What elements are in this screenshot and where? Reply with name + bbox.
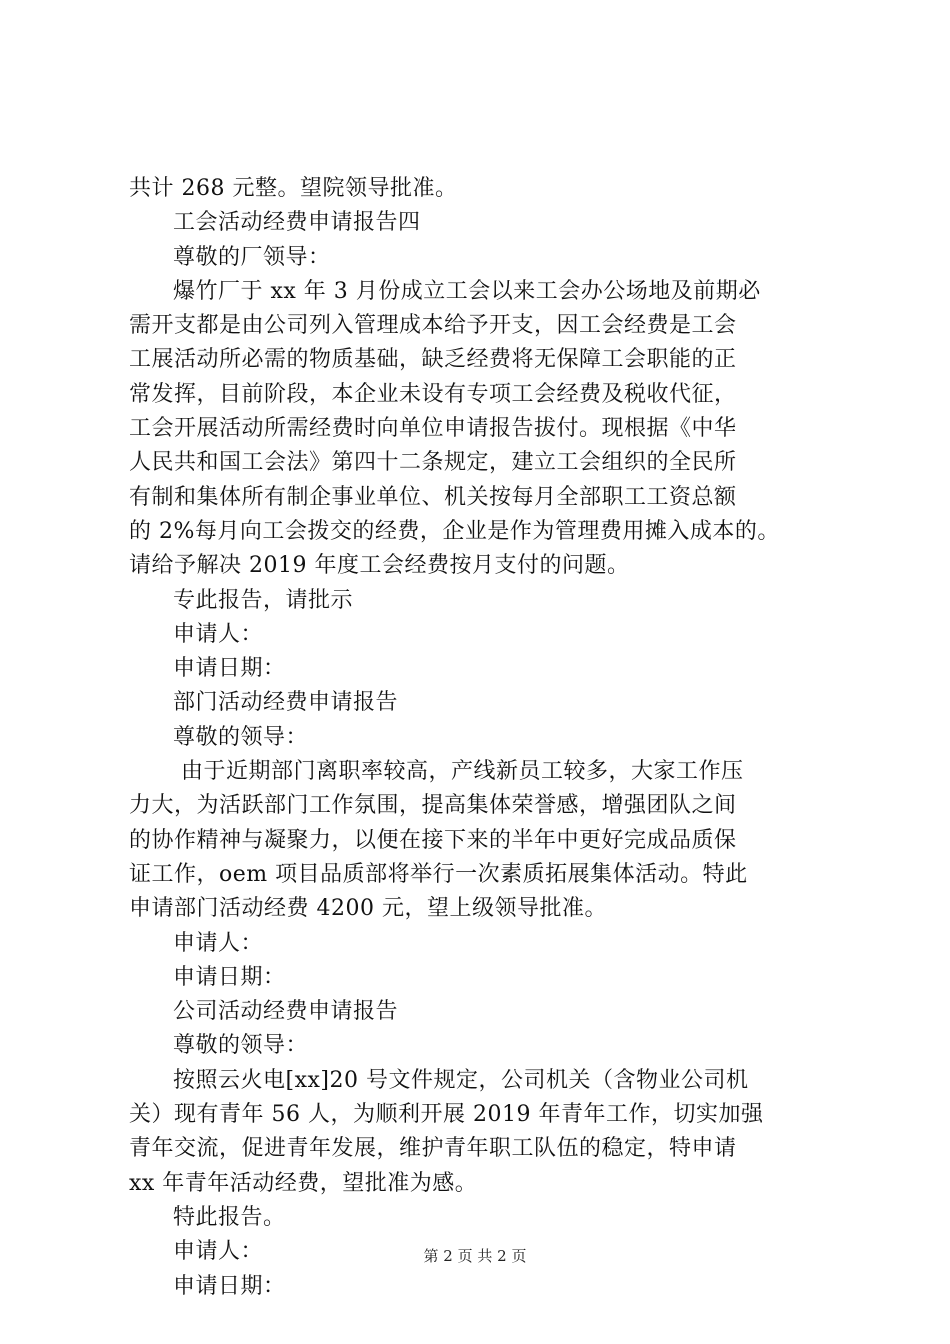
text-line: 特此报告。 [173, 1204, 286, 1230]
text-line: 申请人： [173, 1239, 264, 1265]
text-line: 尊敬的厂领导： [173, 244, 331, 270]
text-line: 的协作精神与凝聚力，以便在接下来的半年中更好完成品质保 [129, 827, 737, 853]
text-line: 工会开展活动所需经费时向单位申请报告拔付。现根据《中华 [129, 416, 737, 442]
text-line: 青年交流，促进青年发展，维护青年职工队伍的稳定，特申请 [129, 1136, 737, 1162]
text-line: 申请日期： [173, 964, 286, 990]
text-line: 人民共和国工会法》第四十二条规定，建立工会组织的全民所 [129, 450, 737, 476]
text-line: 的 2%每月向工会拨交的经费，企业是作为管理费用摊入成本的。 [129, 518, 780, 544]
text-line: 申请日期： [173, 656, 286, 682]
text-line: 申请部门活动经费 4200 元，望上级领导批准。 [129, 896, 607, 922]
text-line: 爆竹厂于 xx 年 3 月份成立工会以来工会办公场地及前期必 [173, 278, 761, 304]
text-line: 力大，为活跃部门工作氛围，提高集体荣誉感，增强团队之间 [129, 793, 737, 819]
text-line: 公司活动经费申请报告 [173, 999, 399, 1025]
text-line: 专此报告，请批示 [173, 587, 354, 613]
text-line: 共计 268 元整。望院领导批准。 [129, 176, 458, 201]
text-line: 工会活动经费申请报告四 [173, 210, 421, 236]
text-line: 工展活动所必需的物质基础，缺乏经费将无保障工会职能的正 [129, 347, 737, 373]
text-line: 按照云火电[xx]20 号文件规定，公司机关（含物业公司机 [173, 1067, 749, 1093]
text-line: 由于近期部门离职率较高，产线新员工较多，大家工作压 [181, 759, 744, 785]
text-line: 关）现有青年 56 人，为顺利开展 2019 年青年工作，切实加强 [129, 1102, 764, 1128]
text-line: 需开支都是由公司列入管理成本给予开支，因工会经费是工会 [129, 313, 737, 339]
text-line: 申请人： [173, 930, 264, 956]
text-line: xx 年青年活动经费，望批准为感。 [129, 1170, 478, 1196]
text-line: 尊敬的领导： [173, 724, 309, 750]
text-line: 部门活动经费申请报告 [173, 690, 399, 716]
text-line: 申请日期： [173, 1273, 286, 1299]
text-line: 请给予解决 2019 年度工会经费按月支付的问题。 [129, 553, 630, 579]
text-line: 常发挥，目前阶段，本企业未设有专项工会经费及税收代征， [129, 381, 737, 407]
page-footer: 第 2 页 共 2 页 [423, 1247, 527, 1265]
text-line: 有制和集体所有制企事业单位、机关按每月全部职工工资总额 [129, 484, 737, 510]
text-line: 申请人： [173, 621, 264, 647]
text-line: 证工作，oem 项目品质部将举行一次素质拓展集体活动。特此 [129, 861, 748, 887]
text-line: 尊敬的领导： [173, 1033, 309, 1059]
document-body [129, 172, 829, 1304]
